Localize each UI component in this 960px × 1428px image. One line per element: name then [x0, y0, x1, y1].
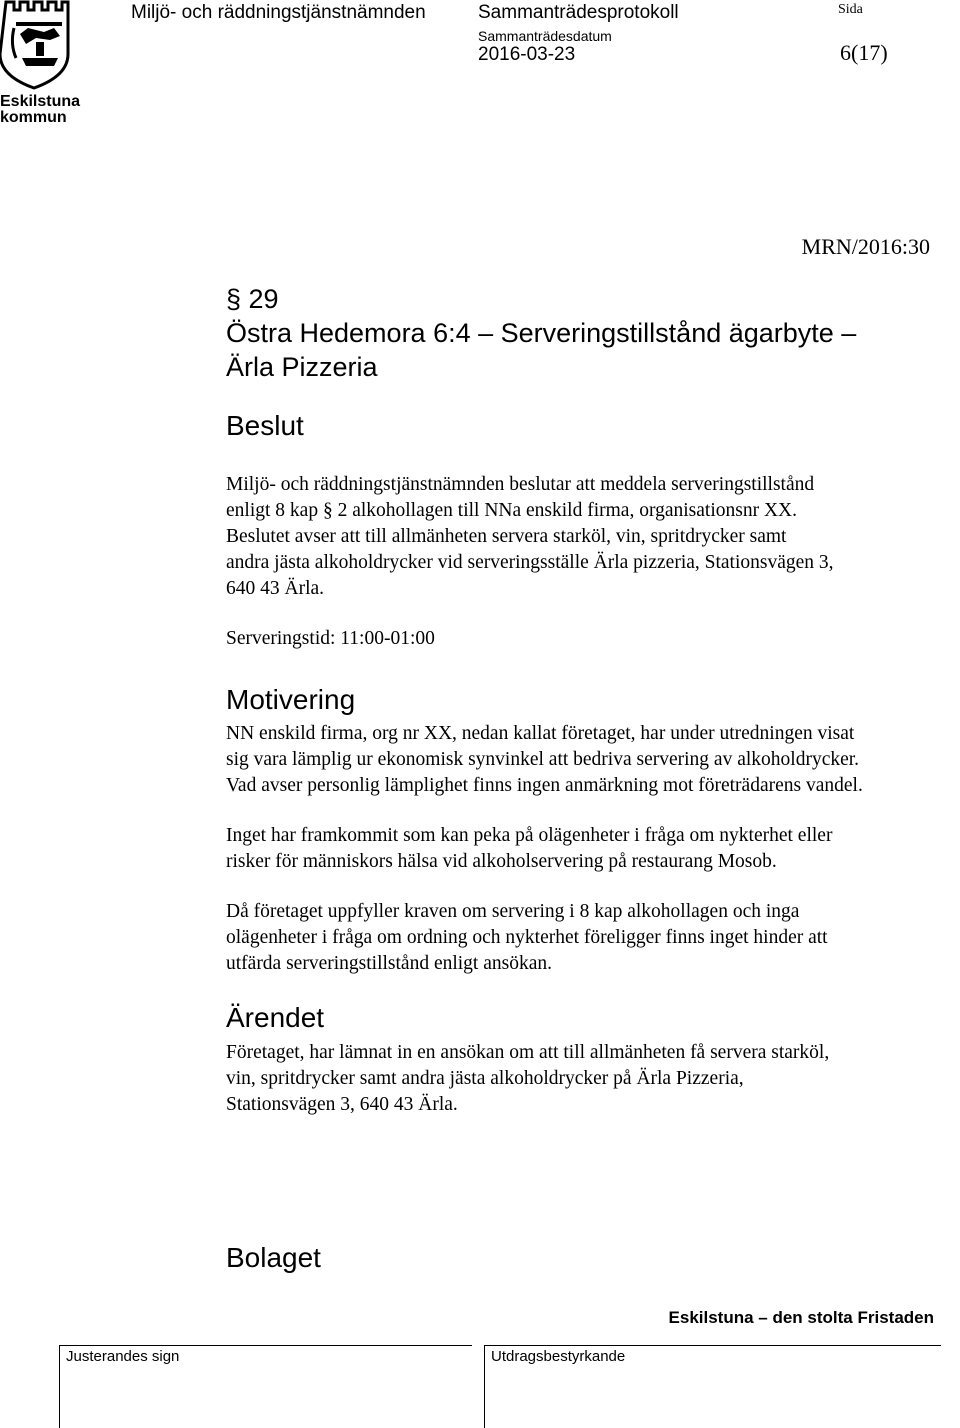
paragraph-number: § 29 [226, 284, 279, 314]
arendet-line: vin, spritdrycker samt andra jästa alkoholdrycker på Ärla Pizzeria, [226, 1068, 744, 1089]
logo-text-line1: Eskilstuna [0, 93, 81, 110]
beslut-line: enligt 8 kap § 2 alkohollagen till NNa enskild firma, organisationsnr XX. [226, 500, 797, 521]
motivering-line: sig vara lämplig ur ekonomisk synvinkel att bedriva servering av alkoholdrycker. [226, 749, 860, 770]
footer-box-left-edge [59, 1345, 60, 1428]
case-reference: MRN/2016:30 [801, 234, 930, 259]
motivering-line: Då företaget uppfyller kraven om servering i 8 kap alkohollagen och inga [226, 901, 800, 922]
motivering-line: NN enskild firma, org nr XX, nedan kallat företaget, har under utredningen visat [226, 723, 855, 744]
motivering-line: utfärda serveringstillstånd enligt ansökan. [226, 953, 552, 974]
date-value: 2016-03-23 [478, 44, 576, 65]
footer-rule-left [59, 1345, 472, 1346]
logo-text-line2: kommun [0, 109, 67, 126]
footer-rule-right [484, 1345, 941, 1346]
utdragsbestyrkande-label: Utdragsbestyrkande [491, 1348, 626, 1365]
beslut-text [226, 472, 926, 652]
beslut-line: andra jästa alkoholdrycker vid serveringsställe Ärla pizzeria, Stationsvägen 3, [226, 552, 834, 573]
footer-box-right-edge [484, 1345, 485, 1428]
arendet-line: Företaget, har lämnat in en ansökan om att till allmänheten få servera starköl, [226, 1042, 830, 1063]
date-label: Sammanträdesdatum [478, 28, 612, 44]
section-heading-arendet: Ärendet [226, 1002, 325, 1033]
document-type: Sammanträdesprotokoll [478, 2, 679, 23]
beslut-line: Beslutet avser att till allmänheten servera starköl, vin, spritdrycker samt [226, 526, 787, 547]
motivering-line: Inget har framkommit som kan peka på olägenheter i fråga om nykterhet eller [226, 825, 833, 846]
justerandes-sign-label: Justerandes sign [66, 1348, 180, 1365]
serveringstid: Serveringstid: 11:00-01:00 [226, 628, 435, 649]
motivering-text [226, 721, 926, 977]
section-heading-motivering: Motivering [226, 684, 356, 715]
page-number: 6(17) [840, 40, 888, 65]
paragraph-title-line1: Östra Hedemora 6:4 – Serveringstillstånd ägarbyte – [226, 318, 857, 348]
municipality-motto: Eskilstuna – den stolta Fristaden [668, 1308, 934, 1327]
section-heading-bolaget: Bolaget [226, 1242, 321, 1273]
motivering-line: risker för människors hälsa vid alkoholservering på restaurang Mosob. [226, 851, 777, 872]
section-heading-beslut: Beslut [226, 410, 304, 441]
paragraph-title-line2: Ärla Pizzeria [226, 352, 378, 382]
page-label: Sida [838, 2, 863, 17]
arendet-text [226, 1040, 926, 1118]
committee-name: Miljö- och räddningstjänstnämnden [131, 2, 426, 23]
motivering-line: olägenheter i fråga om ordning och nykterhet föreligger finns inget hinder att [226, 927, 828, 948]
beslut-line: 640 43 Ärla. [226, 578, 325, 599]
arendet-line: Stationsvägen 3, 640 43 Ärla. [226, 1094, 458, 1115]
municipality-logo [0, 0, 80, 130]
paragraph-title [226, 282, 946, 384]
beslut-line: Miljö- och räddningstjänstnämnden beslutar att meddela serveringstillstånd [226, 474, 815, 495]
motivering-line: Vad avser personlig lämplighet finns ingen anmärkning mot företrädarens vandel. [226, 775, 863, 796]
